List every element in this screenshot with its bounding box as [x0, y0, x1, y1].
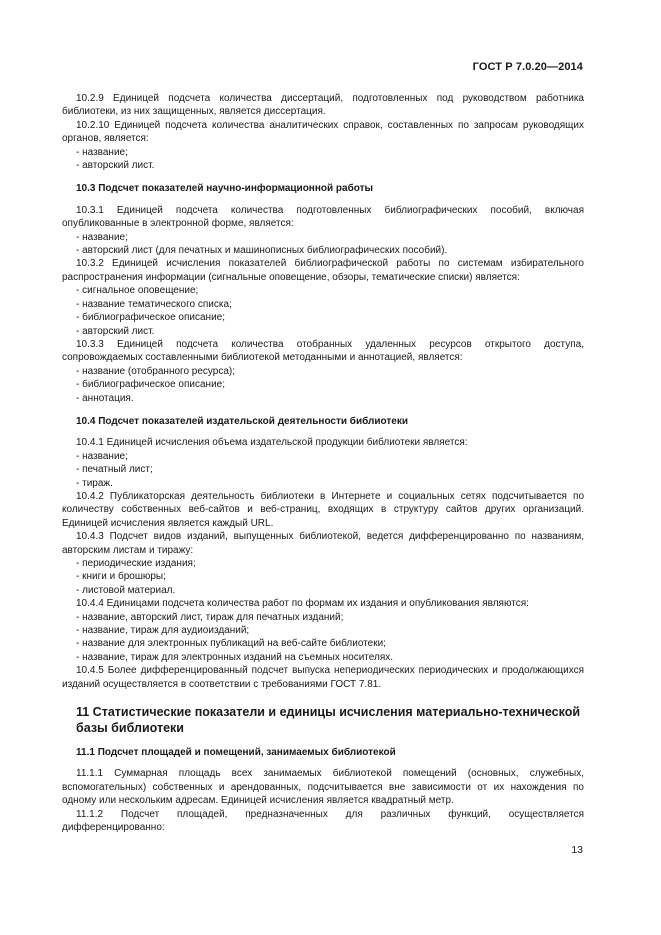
list-item: - периодические издания; [76, 558, 196, 569]
list-item: - название; [76, 450, 128, 462]
para-10-4-4: 10.4.4 Единицами подсчета количества работ по формам их издания и опубликования являются: [76, 598, 529, 610]
list-item: - библиографическое описание; [76, 379, 225, 391]
para-10-4-3: 10.4.3 Подсчет видов изданий, выпущенных библиотекой, ведется дифференцированно по названиям, авторским листам и тиражу: [62, 531, 584, 556]
list-item: - авторский лист. [76, 160, 155, 172]
page-number: 13 [571, 844, 583, 856]
document-code-header: ГОСТ Р 7.0.20—2014 [472, 61, 583, 73]
para-10-4-5: 10.4.5 Более дифференцированный подсчет выпуска непериодических периодических и продолжающихся изданий осуществляется в соответствии с требованиями ГОСТ 7.81. [62, 665, 584, 690]
list-item: - тираж. [76, 477, 113, 489]
para-11-1-2: 11.1.2 Подсчет площадей, предназначенных для различных функций, осуществляется дифференцированно: [62, 808, 584, 834]
para-10-4-2: 10.4.2 Публикаторская деятельность библиотеки в Интернете и социальных сетях подсчитывается по количеству собственных веб-сайтов и веб-страниц, входящих в структуру сайтов других организаций. Единицей исчисления является каждый URL. [62, 490, 584, 529]
list-item: - название тематического списка; [76, 298, 232, 310]
list-item: - аннотация. [76, 392, 134, 404]
list-item: - название (отобранного ресурса); [76, 365, 236, 377]
list-item: - печатный лист; [76, 464, 153, 476]
para-10-4-1: 10.4.1 Единицей исчисления объема издательской продукции библиотеки является: [76, 437, 468, 449]
para-10-3-2: 10.3.2 Единицей исчисления показателей библиографической работы по системам избирательного распространения информации (сигнальные оповещение, обзоры, тематические списки) является: [62, 258, 584, 283]
section-heading-11: 11 Статистические показатели и единицы исчисления материально-технической базы библиотеки [76, 705, 581, 736]
document-body [62, 92, 584, 835]
para-10-3-1: 10.3.1 Единицей подсчета количества подготовленных библиографических пособий, включая опубликованные в электронной форме, является: [62, 204, 584, 230]
list-item: - название, тираж для аудиоизданий; [76, 625, 250, 637]
para-10-2-9: 10.2.9 Единицей подсчета количества диссертаций, подготовленных под руководством работника библиотеки, из них защищенных, является диссертация. [62, 93, 584, 118]
list-item: - название, тираж для электронных изданий на съемных носителях. [76, 651, 394, 663]
list-item: - библиографическое описание; [76, 312, 225, 324]
list-item: - название для электронных публикаций на веб-сайте библиотеки; [76, 638, 386, 650]
list-item: - листовой материал. [76, 584, 176, 596]
list-item: - название, авторский лист, тираж для печатных изданий; [76, 611, 344, 623]
section-heading-11-1: 11.1 Подсчет площадей и помещений, занимаемых библиотекой [76, 747, 396, 759]
section-heading-10-4: 10.4 Подсчет показателей издательской деятельности библиотеки [76, 415, 409, 427]
list-item: - название; [76, 146, 128, 158]
list-item: - сигнальное оповещение; [76, 285, 199, 297]
para-11-1-1: 11.1.1 Суммарная площадь всех занимаемых библиотекой помещений (основных, служебных, вспомогательных) собственных и арендованных, подсчитывается вне зависимости от их нахождения по одному или нескольким адресам. Единицей исчисления является квадратный метр. [62, 768, 584, 807]
para-10-3-3: 10.3.3 Единицей подсчета количества отобранных удаленных ресурсов открытого доступа, сопровождаемых составленными библиотекой методанными и аннотацией, является: [62, 338, 584, 364]
section-heading-10-3: 10.3 Подсчет показателей научно-информационной работы [76, 183, 374, 195]
list-item: - название; [76, 231, 128, 243]
list-item: - книги и брошюры; [76, 571, 166, 583]
list-item: - авторский лист (для печатных и машинописных библиографических пособий). [76, 245, 448, 257]
para-10-2-10: 10.2.10 Единицей подсчета количества аналитических справок, составленных по запросам руководящих органов, является: [62, 119, 584, 145]
list-item: - авторский лист. [76, 325, 155, 337]
